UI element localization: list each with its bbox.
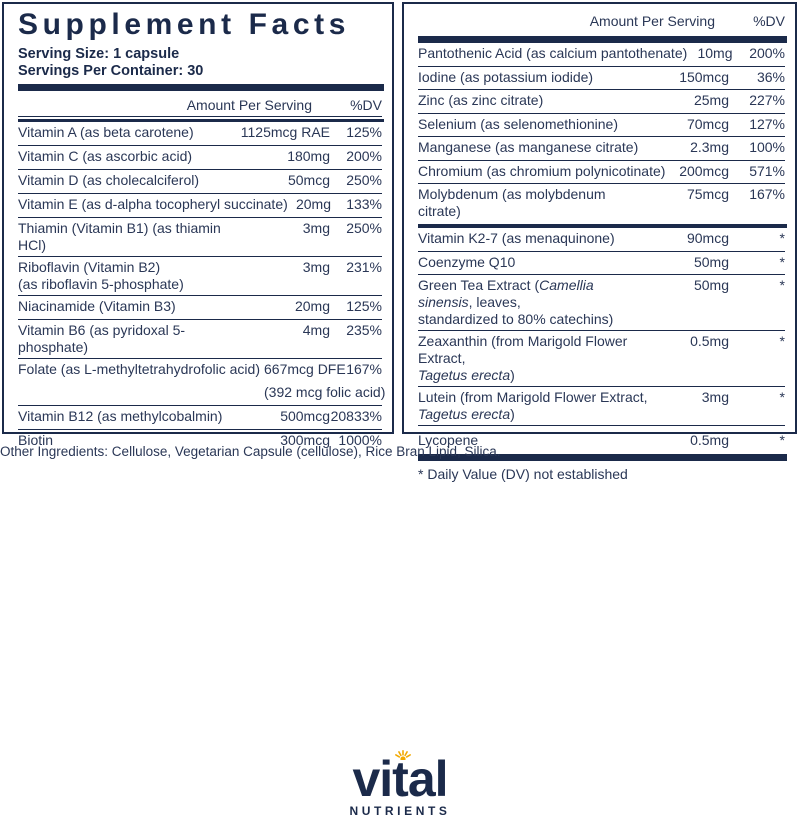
nutrient-row	[418, 387, 785, 426]
nutrient-amount: 50mcg	[287, 172, 330, 188]
nutrient-amount: 300mcg	[280, 432, 330, 448]
nutrient-dv: 36%	[756, 68, 785, 85]
nutrient-name-line2: standardized to 80% catechins)	[418, 311, 614, 327]
nutrient-name: Vitamin K2-7 (as menaquinone)	[418, 230, 615, 246]
header-dv: %DV	[753, 13, 785, 29]
thick-divider	[418, 36, 787, 43]
nutrient-name	[418, 389, 649, 423]
name-italic: Tagetus erecta	[418, 367, 511, 383]
nutrient-dv: 167%	[749, 186, 785, 202]
nutrient-amount: 200mcg	[679, 162, 729, 179]
nutrient-dv: *	[779, 253, 785, 270]
column-header	[418, 10, 785, 32]
name-italic: Tagetus erecta	[418, 406, 511, 422]
nutrient-amount: 50mg	[693, 253, 729, 270]
servings-per-container: Servings Per Container: 30	[18, 63, 204, 79]
name-text: )	[510, 406, 515, 422]
nutrient-amount: 20mg	[295, 196, 331, 212]
nutrient-dv: 250%	[346, 220, 382, 236]
nutrient-name-line2: (as riboflavin 5-phosphate)	[18, 276, 184, 292]
nutrient-dv: 235%	[346, 322, 382, 338]
nutrient-name: Folate (as L-methyltetrahydrofolic acid)	[18, 361, 260, 377]
nutrient-row	[418, 331, 785, 387]
nutrient-name: Vitamin B6 (as pyridoxal 5-phosphate)	[18, 322, 186, 355]
nutrient-row	[18, 122, 382, 146]
nutrient-row	[18, 218, 382, 257]
nutrient-name: Coenzyme Q10	[418, 253, 516, 270]
nutrient-row	[18, 296, 382, 320]
nutrient-amount: 3mg	[302, 259, 330, 275]
column-header	[18, 93, 382, 117]
nutrient-dv: *	[779, 432, 785, 448]
nutrient-row	[418, 228, 785, 252]
nutrient-row	[418, 161, 785, 185]
nutrient-dv: 571%	[749, 162, 785, 179]
nutrient-dv: 133%	[346, 196, 382, 212]
nutrient-dv: *	[779, 230, 785, 246]
nutrient-name-line2	[418, 406, 649, 423]
name-italic: Camellia sinensis	[418, 277, 594, 310]
nutrient-amount: 70mcg	[686, 115, 729, 132]
header-amount: Amount Per Serving	[186, 96, 312, 113]
nutrient-amount: 50mg	[693, 277, 729, 293]
name-text: Green Tea Extract (	[418, 277, 540, 293]
nutrient-name: Manganese (as manganese citrate)	[418, 139, 639, 155]
nutrient-dv: *	[779, 277, 785, 293]
nutrient-row	[18, 359, 386, 406]
nutrient-name-line1: Riboflavin (Vitamin B2)	[18, 259, 161, 275]
nutrient-row	[418, 43, 785, 67]
nutrient-row	[418, 67, 785, 91]
nutrient-dv: 200%	[749, 45, 785, 61]
serving-size: Serving Size: 1 capsule	[18, 46, 180, 62]
nutrient-dv: 1000%	[338, 432, 382, 448]
nutrient-amount-line2: (392 mcg folic acid)	[264, 384, 386, 400]
nutrient-name	[18, 259, 228, 293]
vital-nutrients-logo	[330, 748, 470, 818]
nutrient-amount: 150mcg	[679, 68, 729, 85]
nutrient-name	[418, 277, 649, 328]
nutrient-dv: 125%	[346, 124, 382, 140]
nutrient-dv: 250%	[346, 172, 382, 188]
nutrient-dv: *	[779, 389, 785, 405]
nutrient-amount: 180mg	[287, 148, 330, 164]
nutrient-row	[418, 275, 785, 331]
nutrient-name: Vitamin C (as ascorbic acid)	[18, 148, 193, 164]
nutrient-row	[418, 114, 785, 138]
nutrient-row	[418, 137, 785, 161]
logo-subtitle: NUTRIENTS	[349, 804, 451, 818]
nutrient-name-line2	[418, 367, 649, 384]
nutrient-name: Pantothenic Acid (as calcium pantothenate)	[418, 45, 688, 61]
name-text: , leaves,	[468, 294, 521, 310]
nutrient-amount: 10mg	[697, 45, 733, 61]
nutrient-name: Molybdenum (as molybdenum citrate)	[418, 186, 606, 219]
nutrient-amount: 75mcg	[686, 186, 729, 202]
nutrient-name: Thiamin (Vitamin B1) (as thiamin HCl)	[18, 220, 221, 253]
daily-value-footnote: * Daily Value (DV) not established	[418, 466, 628, 482]
thick-divider	[18, 84, 384, 91]
nutrient-amount: 2.3mg	[690, 139, 729, 155]
nutrient-name: Lycopene	[418, 432, 479, 448]
nutrient-name: Biotin	[18, 432, 54, 448]
nutrient-amount: 25mg	[693, 92, 729, 108]
nutrient-name: Vitamin A (as beta carotene)	[18, 124, 194, 140]
nutrient-name: Iodine (as potassium iodide)	[418, 68, 594, 85]
nutrient-row	[18, 194, 382, 218]
nutrient-row	[418, 184, 785, 222]
nutrient-name: Zinc (as zinc citrate)	[418, 92, 544, 108]
nutrient-dv: *	[779, 333, 785, 349]
nutrient-row	[18, 406, 382, 430]
nutrient-row	[18, 146, 382, 170]
nutrient-row	[18, 257, 382, 296]
nutrient-name: Vitamin D (as cholecalciferol)	[18, 172, 200, 188]
nutrient-dv: 227%	[749, 92, 785, 108]
nutrient-name: Vitamin E (as d-alpha tocopheryl succinate)	[18, 196, 288, 212]
nutrient-amount-line1: 667mcg DFE	[264, 361, 346, 377]
nutrient-amount: 3mg	[701, 389, 729, 405]
nutrient-name	[418, 333, 649, 384]
nutrient-amount: 500mcg	[280, 408, 330, 424]
nutrient-amount: 0.5mg	[690, 432, 729, 448]
header-amount: Amount Per Serving	[589, 13, 715, 29]
supplement-facts-left-panel	[2, 2, 394, 448]
nutrient-dv: 20833%	[330, 408, 382, 424]
nutrient-dv: 100%	[749, 139, 785, 155]
nutrient-dv: 127%	[749, 115, 785, 132]
nutrient-dv: 167%	[346, 361, 382, 377]
nutrient-name: Chromium (as chromium polynicotinate)	[418, 162, 666, 179]
nutrient-dv: 125%	[346, 298, 382, 314]
nutrient-dv: 200%	[346, 148, 382, 164]
panel-title: Supplement Facts	[18, 8, 350, 41]
name-text: )	[510, 367, 515, 383]
nutrient-amount: 90mcg	[686, 230, 729, 246]
supplement-facts-right-panel	[402, 2, 797, 482]
nutrient-row	[418, 90, 785, 114]
nutrient-amount: 0.5mg	[690, 333, 729, 349]
nutrient-row	[18, 170, 382, 194]
nutrient-amount: 3mg	[302, 220, 330, 236]
nutrient-row	[418, 252, 785, 276]
logo-wordmark: vital	[352, 751, 448, 807]
nutrient-amount: 4mg	[302, 322, 330, 338]
nutrient-name: Selenium (as selenomethionine)	[418, 115, 618, 132]
nutrient-name: Vitamin B12 (as methylcobalmin)	[18, 408, 223, 424]
nutrient-row	[18, 320, 382, 359]
nutrient-amount: 1125mcg RAE	[240, 124, 330, 140]
nutrient-name-line1: Lutein (from Marigold Flower Extract,	[418, 389, 648, 405]
nutrient-name: Niacinamide (Vitamin B3)	[18, 298, 176, 314]
nutrient-name-line1	[418, 277, 649, 311]
other-ingredients: Other Ingredients: Cellulose, Vegetarian Capsule (cellulose), Rice Bran Lipid, Silica.	[0, 444, 501, 459]
nutrient-name-line1: Zeaxanthin (from Marigold Flower Extract,	[418, 333, 628, 366]
nutrient-amount: 20mg	[294, 298, 330, 314]
header-dv: %DV	[350, 96, 382, 113]
nutrient-dv: 231%	[346, 259, 382, 275]
